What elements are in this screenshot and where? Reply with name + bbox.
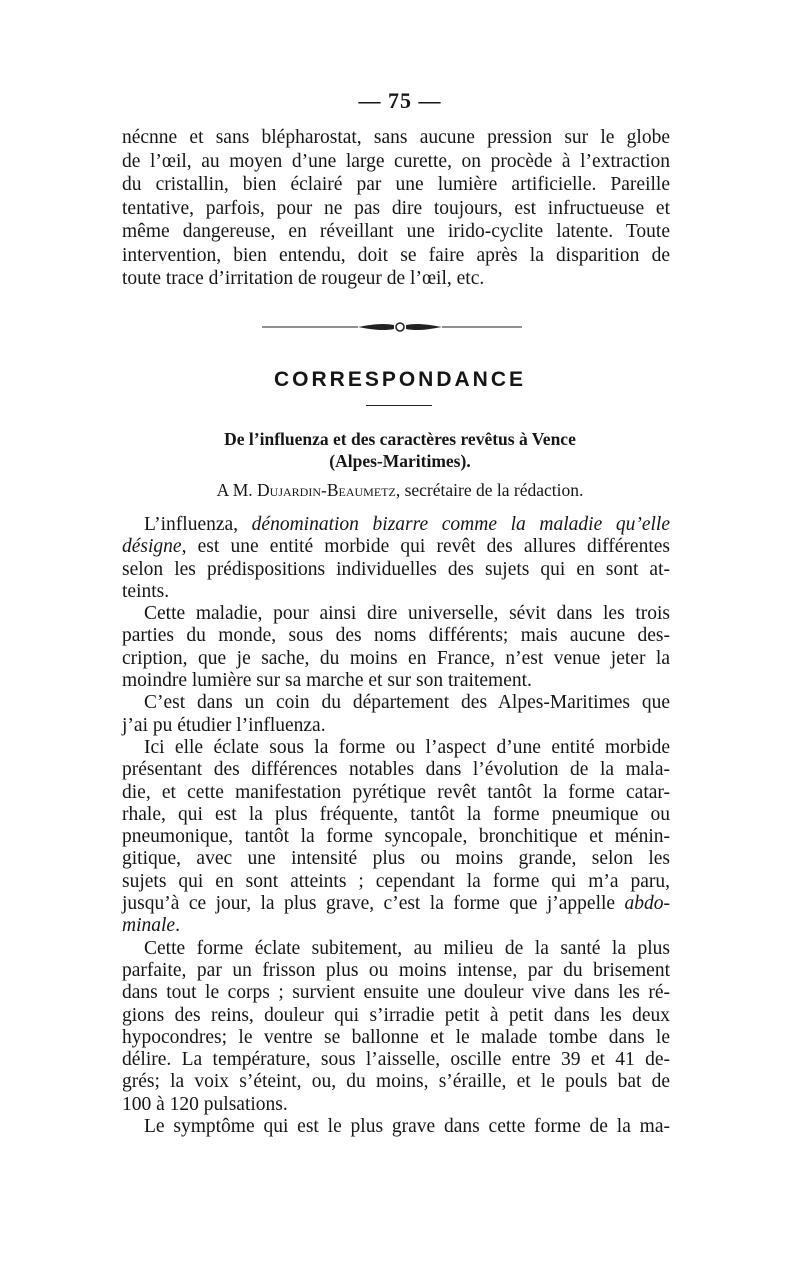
text-span: L’influenza,	[144, 514, 252, 535]
addressee-prefix: A M.	[216, 480, 253, 500]
addressee-suffix: , secrétaire de la rédaction.	[395, 480, 584, 500]
text-line: cription, que je sache, du moins en France, n’est venue jeter la	[122, 647, 670, 669]
italic-span: minale	[122, 915, 176, 937]
text-line: parfaite, par un frisson plus ou moins intense, par du brisement	[122, 959, 670, 981]
text-line: sujets qui en sont atteints ; cependant la forme qui m’a paru,	[122, 870, 670, 892]
text-line: gions des reins, douleur qui s’irradie petit à petit dans les deux	[122, 1004, 670, 1026]
text-line: rhale, qui est la plus fréquente, tantôt la forme pneumique ou	[122, 803, 670, 825]
text-line	[122, 915, 670, 937]
italic-span: désigne	[122, 536, 182, 558]
addressee-name: Dujardin-Beaumetz	[257, 480, 396, 500]
text-line: Ici elle éclate sous la forme ou l’aspect d’une entité morbide	[144, 736, 670, 758]
text-span: jusqu’à ce jour, la plus grave, c’est la forme que j’appelle	[122, 893, 625, 915]
addressee	[0, 480, 800, 501]
letter-body	[122, 514, 670, 1138]
text-line: teints.	[122, 580, 170, 602]
text-line: du cristallin, bien éclairé par une lumière artificielle. Pareille	[122, 174, 670, 195]
text-line: de l’œil, au moyen d’une large curette, on procède à l’extraction	[122, 150, 670, 172]
text-line: Cette forme éclate subitement, au milieu de la santé la plus	[144, 937, 670, 959]
text-line: pneumonique, tantôt la forme syncopale, bronchitique et ménin-	[122, 826, 670, 848]
letter-heading	[0, 428, 800, 472]
text-line: gitique, avec une intensité plus ou moins grande, selon les	[122, 848, 670, 870]
text-line: hypocondres; le ventre se ballonne et le malade tombe dans le	[122, 1026, 670, 1048]
text-span: , est une entité morbide qui revêt des allures différentes	[181, 536, 670, 558]
text-line: C’est dans un coin du département des Alpes-Maritimes que	[144, 692, 670, 714]
text-line: moindre lumière sur sa marche et sur son traitement.	[122, 670, 532, 692]
text-line: j’ai pu étudier l’influenza.	[122, 714, 326, 736]
text-line: Le symptôme qui est le plus grave dans cette forme de la ma-	[144, 1116, 670, 1138]
text-line: présentant des différences notables dans l’évolution de la mala-	[122, 759, 670, 781]
text-line: Cette maladie, pour ainsi dire universelle, sévit dans les trois	[144, 603, 670, 625]
text-line: grés; la voix s’éteint, ou, du moins, s’éraille, et le pouls bat de	[122, 1071, 670, 1093]
ornamental-divider	[262, 316, 522, 338]
text-line: selon les prédispositions individuelles des sujets qui en sont at-	[122, 558, 670, 580]
text-line: même dangereuse, en réveillant une irido-cyclite latente. Toute	[122, 221, 670, 242]
section-title: CORRESPONDANCE	[273, 368, 527, 391]
text-line: 100 à 120 pulsations.	[122, 1093, 288, 1115]
text-line: toute trace d’irritation de rougeur de l’œil, etc.	[122, 268, 485, 289]
text-line: tentative, parfois, pour ne pas dire toujours, est infructueuse et	[122, 197, 670, 219]
text-line: nécnne et sans blépharostat, sans aucune pression sur le globe	[122, 127, 670, 148]
text-line: dans tout le corps ; survient ensuite une douleur vive dans les ré-	[122, 982, 670, 1004]
italic-span: dénomination bizarre comme la maladie qu’elle	[251, 514, 670, 535]
italic-span: abdo-	[624, 893, 670, 915]
letter-heading-line: (Alpes-Maritimes).	[329, 451, 471, 471]
text-line: intervention, bien entendu, doit se faire après la disparition de	[122, 244, 670, 266]
text-line: délire. La température, sous l’aisselle, oscille entre 39 et 41 de-	[122, 1049, 670, 1071]
page-number: — 75 —	[358, 88, 442, 113]
letter-heading-line: De l’influenza et des caractères revêtus à Vence	[224, 429, 576, 449]
text-line	[122, 893, 670, 915]
intro-paragraph	[122, 126, 670, 291]
text-line	[122, 514, 670, 536]
text-line: parties du monde, sous des noms différents; mais aucune des-	[122, 625, 670, 647]
title-rule	[366, 405, 432, 406]
text-line: die, et cette manifestation pyrétique revêt tantôt la forme catar-	[122, 781, 670, 803]
text-line	[122, 536, 670, 558]
text-span: .	[175, 915, 180, 937]
